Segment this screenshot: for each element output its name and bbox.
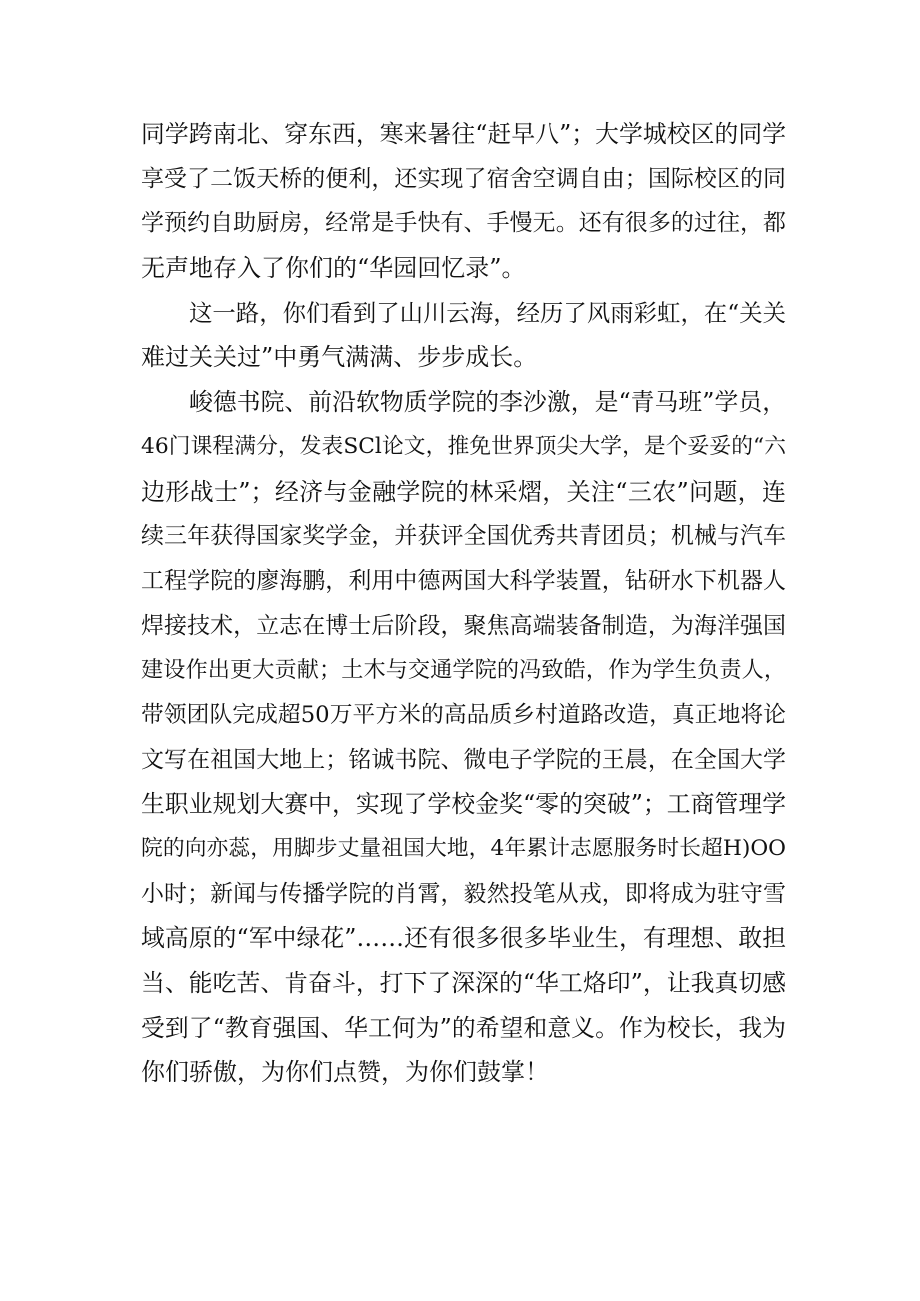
paragraph — [141, 291, 786, 380]
text-line: 享受了二饭天桥的便利，还实现了宿舍空调自由；国际校区的同 — [141, 165, 786, 192]
text-line: 这一路，你们看到了山川云海，经历了风雨彩虹，在“关关 — [189, 298, 786, 327]
text-line: 难过关关过”中勇气满满、步步成长。 — [141, 343, 538, 372]
text-line: 46门课程满分，发表SCl论文，推免世界顶尖大学，是个妥妥的“六 — [141, 433, 786, 459]
text-line: 无声地存入了你们的“华园回忆录”。 — [141, 254, 526, 283]
text-line: 小时；新闻与传播学院的肖霄，毅然投笔从戎，即将成为驻守雪 — [141, 880, 786, 907]
text-line: 焊接技术，立志在博士后阶段，聚焦高端装备制造，为海洋强国 — [141, 612, 786, 639]
text-line: 域高原的“军中绿花”……还有很多很多毕业生，有理想、敢担 — [141, 924, 786, 953]
paragraph — [141, 112, 786, 291]
text-line: 院的向亦蕊，用脚步丈量祖国大地，4年累计志愿服务时长超H)OO — [141, 836, 786, 861]
text-line: 生职业规划大赛中，实现了学校金奖“零的突破”；工商管理学 — [141, 790, 786, 819]
text-line: 峻德书院、前沿软物质学院的李沙激，是“青马班”学员， — [189, 388, 786, 417]
paragraph — [141, 380, 786, 1095]
text-line: 你们骄傲，为你们点赞，为你们鼓掌！ — [141, 1058, 549, 1087]
text-line: 工程学院的廖海鹏，利用中德两国大科学装置，钻研水下机器人 — [141, 567, 786, 594]
text-line: 建设作出更大贡献；土木与交通学院的冯致皓，作为学生负责人， — [141, 657, 786, 684]
text-line: 同学跨南北、穿东西，寒来暑往“赶早八”；大学城校区的同学 — [141, 120, 786, 148]
document-body — [141, 112, 786, 1095]
text-line: 学预约自助厨房，经常是手快有、手慢无。还有很多的过往，都 — [141, 210, 786, 237]
text-line: 续三年获得国家奖学金，并获评全国优秀共青团员；机械与汽车 — [141, 523, 786, 550]
text-line: 当、能吃苦、肯奋斗，打下了深深的“华工烙印”，让我真切感 — [141, 969, 786, 998]
text-line: 边形战士”；经济与金融学院的林采熠，关注“三农”问题，连 — [141, 477, 786, 506]
text-line: 带领团队完成超50万平方米的高品质乡村道路改造，真正地将论 — [141, 701, 786, 728]
text-line: 受到了“教育强国、华工何为”的希望和意义。作为校长，我为 — [141, 1013, 786, 1042]
text-line: 文写在祖国大地上；铭诚书院、微电子学院的王晨，在全国大学 — [141, 746, 786, 773]
